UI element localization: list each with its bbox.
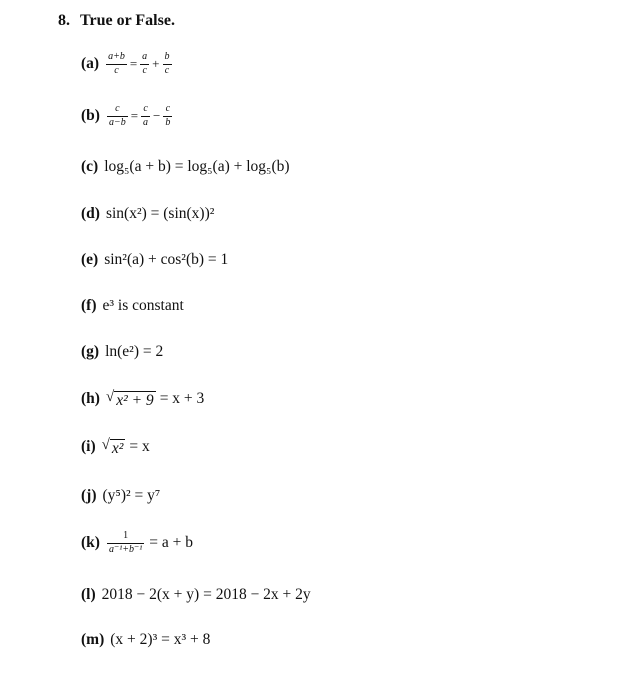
fraction (140, 52, 149, 76)
item-e (81, 251, 228, 269)
operator: − (153, 108, 161, 123)
item-label: (d) (81, 205, 100, 222)
item-h (81, 389, 204, 409)
item-label: (f) (81, 297, 97, 314)
item-label: (c) (81, 158, 99, 175)
equation-h (106, 389, 204, 409)
item-label: (b) (81, 107, 100, 124)
problem-number: 8. (58, 12, 70, 29)
statement-f: e³ is constant (102, 297, 184, 314)
item-b (81, 104, 173, 128)
denominator: b (165, 116, 171, 128)
fraction (107, 531, 144, 555)
fraction (141, 104, 150, 128)
denominator: a (143, 116, 149, 128)
item-label: (i) (81, 438, 96, 456)
denominator: c (114, 64, 119, 76)
item-l (81, 586, 311, 604)
item-label: (l) (81, 586, 96, 603)
operator: + (152, 56, 160, 71)
item-f (81, 297, 184, 315)
equation-k (106, 531, 193, 555)
numerator: a (142, 51, 148, 62)
equation-a (105, 52, 172, 76)
item-label: (a) (81, 55, 100, 72)
radical-sign-icon: √ (101, 437, 110, 453)
item-g (81, 343, 163, 361)
equation-b (106, 104, 173, 128)
problem-heading: True or False. (80, 12, 175, 29)
item-c (81, 158, 290, 176)
numerator: c (165, 103, 171, 114)
equation-d: sin(x²) = (sin(x))² (105, 205, 215, 222)
fraction (163, 52, 172, 76)
equation-m: (x + 2)³ = x³ + 8 (110, 631, 211, 648)
item-label: (e) (81, 251, 99, 268)
item-label: (j) (81, 487, 97, 504)
radicand: x² + 9 (116, 392, 154, 409)
radical-sign-icon: √ (105, 389, 115, 405)
problem-title (58, 12, 175, 30)
numerator: c (143, 103, 148, 114)
numerator: a+b (108, 51, 125, 62)
numerator: 1 (123, 530, 129, 541)
equation-j: (y⁵)² = y⁷ (102, 487, 161, 504)
item-k (81, 531, 193, 555)
denominator: c (142, 64, 147, 76)
fraction (106, 52, 127, 76)
item-label: (h) (81, 390, 100, 408)
item-m (81, 631, 210, 649)
right-hand-side: = a + b (149, 534, 194, 551)
equation-i (102, 437, 150, 457)
right-hand-side: = x + 3 (159, 390, 205, 408)
fraction (107, 104, 128, 128)
item-i (81, 437, 150, 457)
item-j (81, 487, 160, 505)
equation-g: ln(e²) = 2 (105, 343, 164, 360)
equation-e: sin²(a) + cos²(b) = 1 (104, 251, 229, 268)
denominator: a⁻¹+b⁻¹ (108, 543, 143, 555)
equation-c: log₅(a + b) = log₅(a) + log₅(b) (104, 158, 290, 175)
square-root (106, 389, 156, 409)
fraction (163, 104, 172, 128)
denominator: c (164, 64, 170, 76)
item-d (81, 205, 214, 223)
item-label: (m) (81, 631, 105, 648)
operator: = (130, 108, 139, 123)
item-label: (k) (81, 534, 100, 551)
square-root (102, 437, 126, 457)
item-label: (g) (81, 343, 100, 360)
right-hand-side: = x (129, 438, 150, 456)
operator: = (129, 56, 138, 71)
item-a (81, 52, 173, 76)
denominator: a−b (108, 116, 126, 128)
numerator: b (164, 51, 170, 62)
numerator: c (115, 103, 120, 114)
radicand: x² (111, 440, 124, 457)
equation-l: 2018 − 2(x + y) = 2018 − 2x + 2y (101, 586, 311, 603)
